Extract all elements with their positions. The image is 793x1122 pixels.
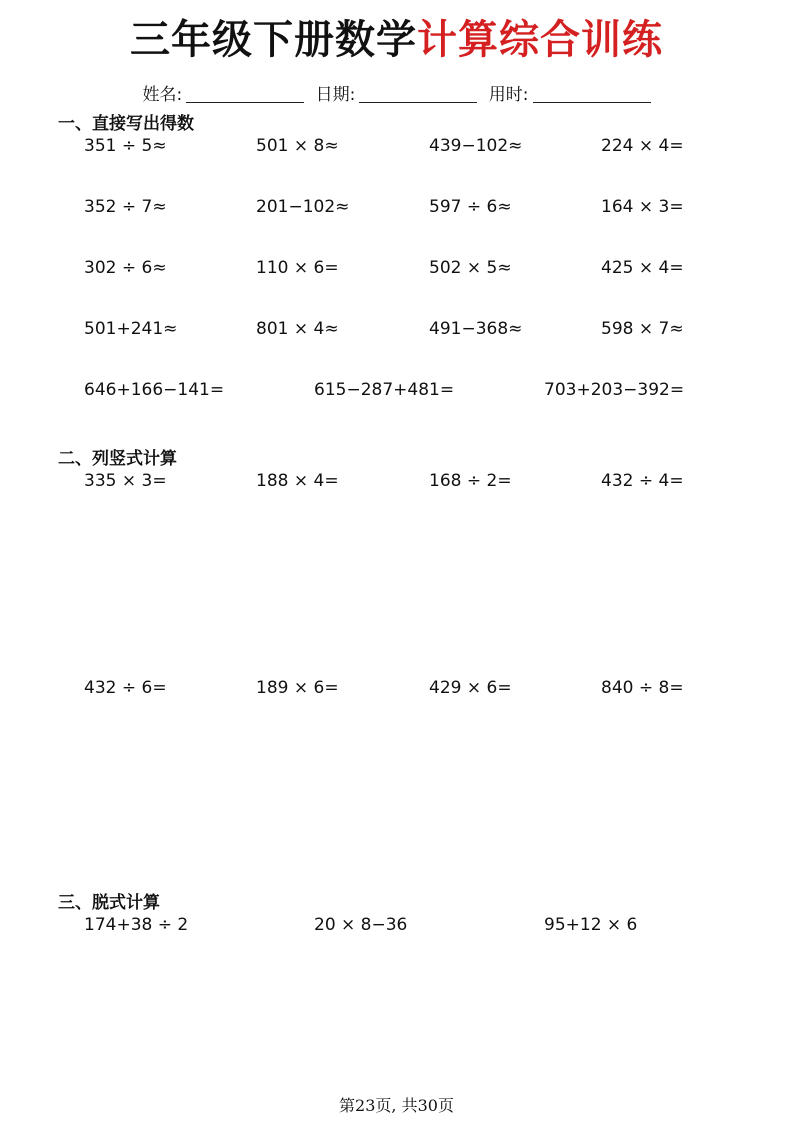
date-label: 日期:: [315, 85, 356, 105]
problem: 302 ÷ 6≈: [84, 258, 167, 278]
problem: 703+203−392=: [544, 380, 685, 400]
problem: 188 × 4=: [256, 471, 339, 491]
problem: 801 × 4≈: [256, 319, 339, 339]
problem: 20 × 8−36: [314, 915, 408, 935]
section-heading: 三、脱式计算: [58, 893, 160, 913]
problem: 597 ÷ 6≈: [429, 197, 512, 217]
problem: 201−102≈: [256, 197, 350, 217]
problem: 425 × 4=: [601, 258, 684, 278]
page-title: [0, 8, 793, 65]
problem: 840 ÷ 8=: [601, 678, 684, 698]
time-label: 用时:: [488, 85, 529, 105]
problem: 439−102≈: [429, 136, 523, 156]
time-field: [489, 85, 651, 105]
problem: 491−368≈: [429, 319, 523, 339]
problem: 110 × 6=: [256, 258, 339, 278]
time-blank[interactable]: [533, 86, 651, 103]
problem: 502 × 5≈: [429, 258, 512, 278]
page-number: 第23页, 共30页: [339, 1096, 454, 1115]
problem: 95+12 × 6: [544, 915, 638, 935]
problem: 189 × 6=: [256, 678, 339, 698]
section-heading: 一、直接写出得数: [58, 114, 194, 134]
problem: 174+38 ÷ 2: [84, 915, 189, 935]
problem: 501 × 8≈: [256, 136, 339, 156]
problem: 646+166−141=: [84, 380, 225, 400]
date-field: [316, 85, 478, 105]
problem: 432 ÷ 4=: [601, 471, 684, 491]
problem: 429 × 6=: [429, 678, 512, 698]
problem: 598 × 7≈: [601, 319, 684, 339]
problem: 335 × 3=: [84, 471, 167, 491]
problem: 432 ÷ 6=: [84, 678, 167, 698]
student-info-row: [0, 80, 793, 105]
problem: 352 ÷ 7≈: [84, 197, 167, 217]
name-field: [142, 85, 304, 105]
title-main: 三年级下册数学: [130, 16, 417, 63]
problem: 224 × 4=: [601, 136, 684, 156]
title-highlight: 计算综合训练: [417, 16, 663, 63]
date-blank[interactable]: [359, 86, 477, 103]
section-heading: 二、列竖式计算: [58, 449, 177, 469]
problem: 501+241≈: [84, 319, 178, 339]
problem: 615−287+481=: [314, 380, 455, 400]
name-blank[interactable]: [186, 86, 304, 103]
problem: 164 × 3=: [601, 197, 684, 217]
problem: 168 ÷ 2=: [429, 471, 512, 491]
problem: 351 ÷ 5≈: [84, 136, 167, 156]
name-label: 姓名:: [142, 85, 183, 105]
